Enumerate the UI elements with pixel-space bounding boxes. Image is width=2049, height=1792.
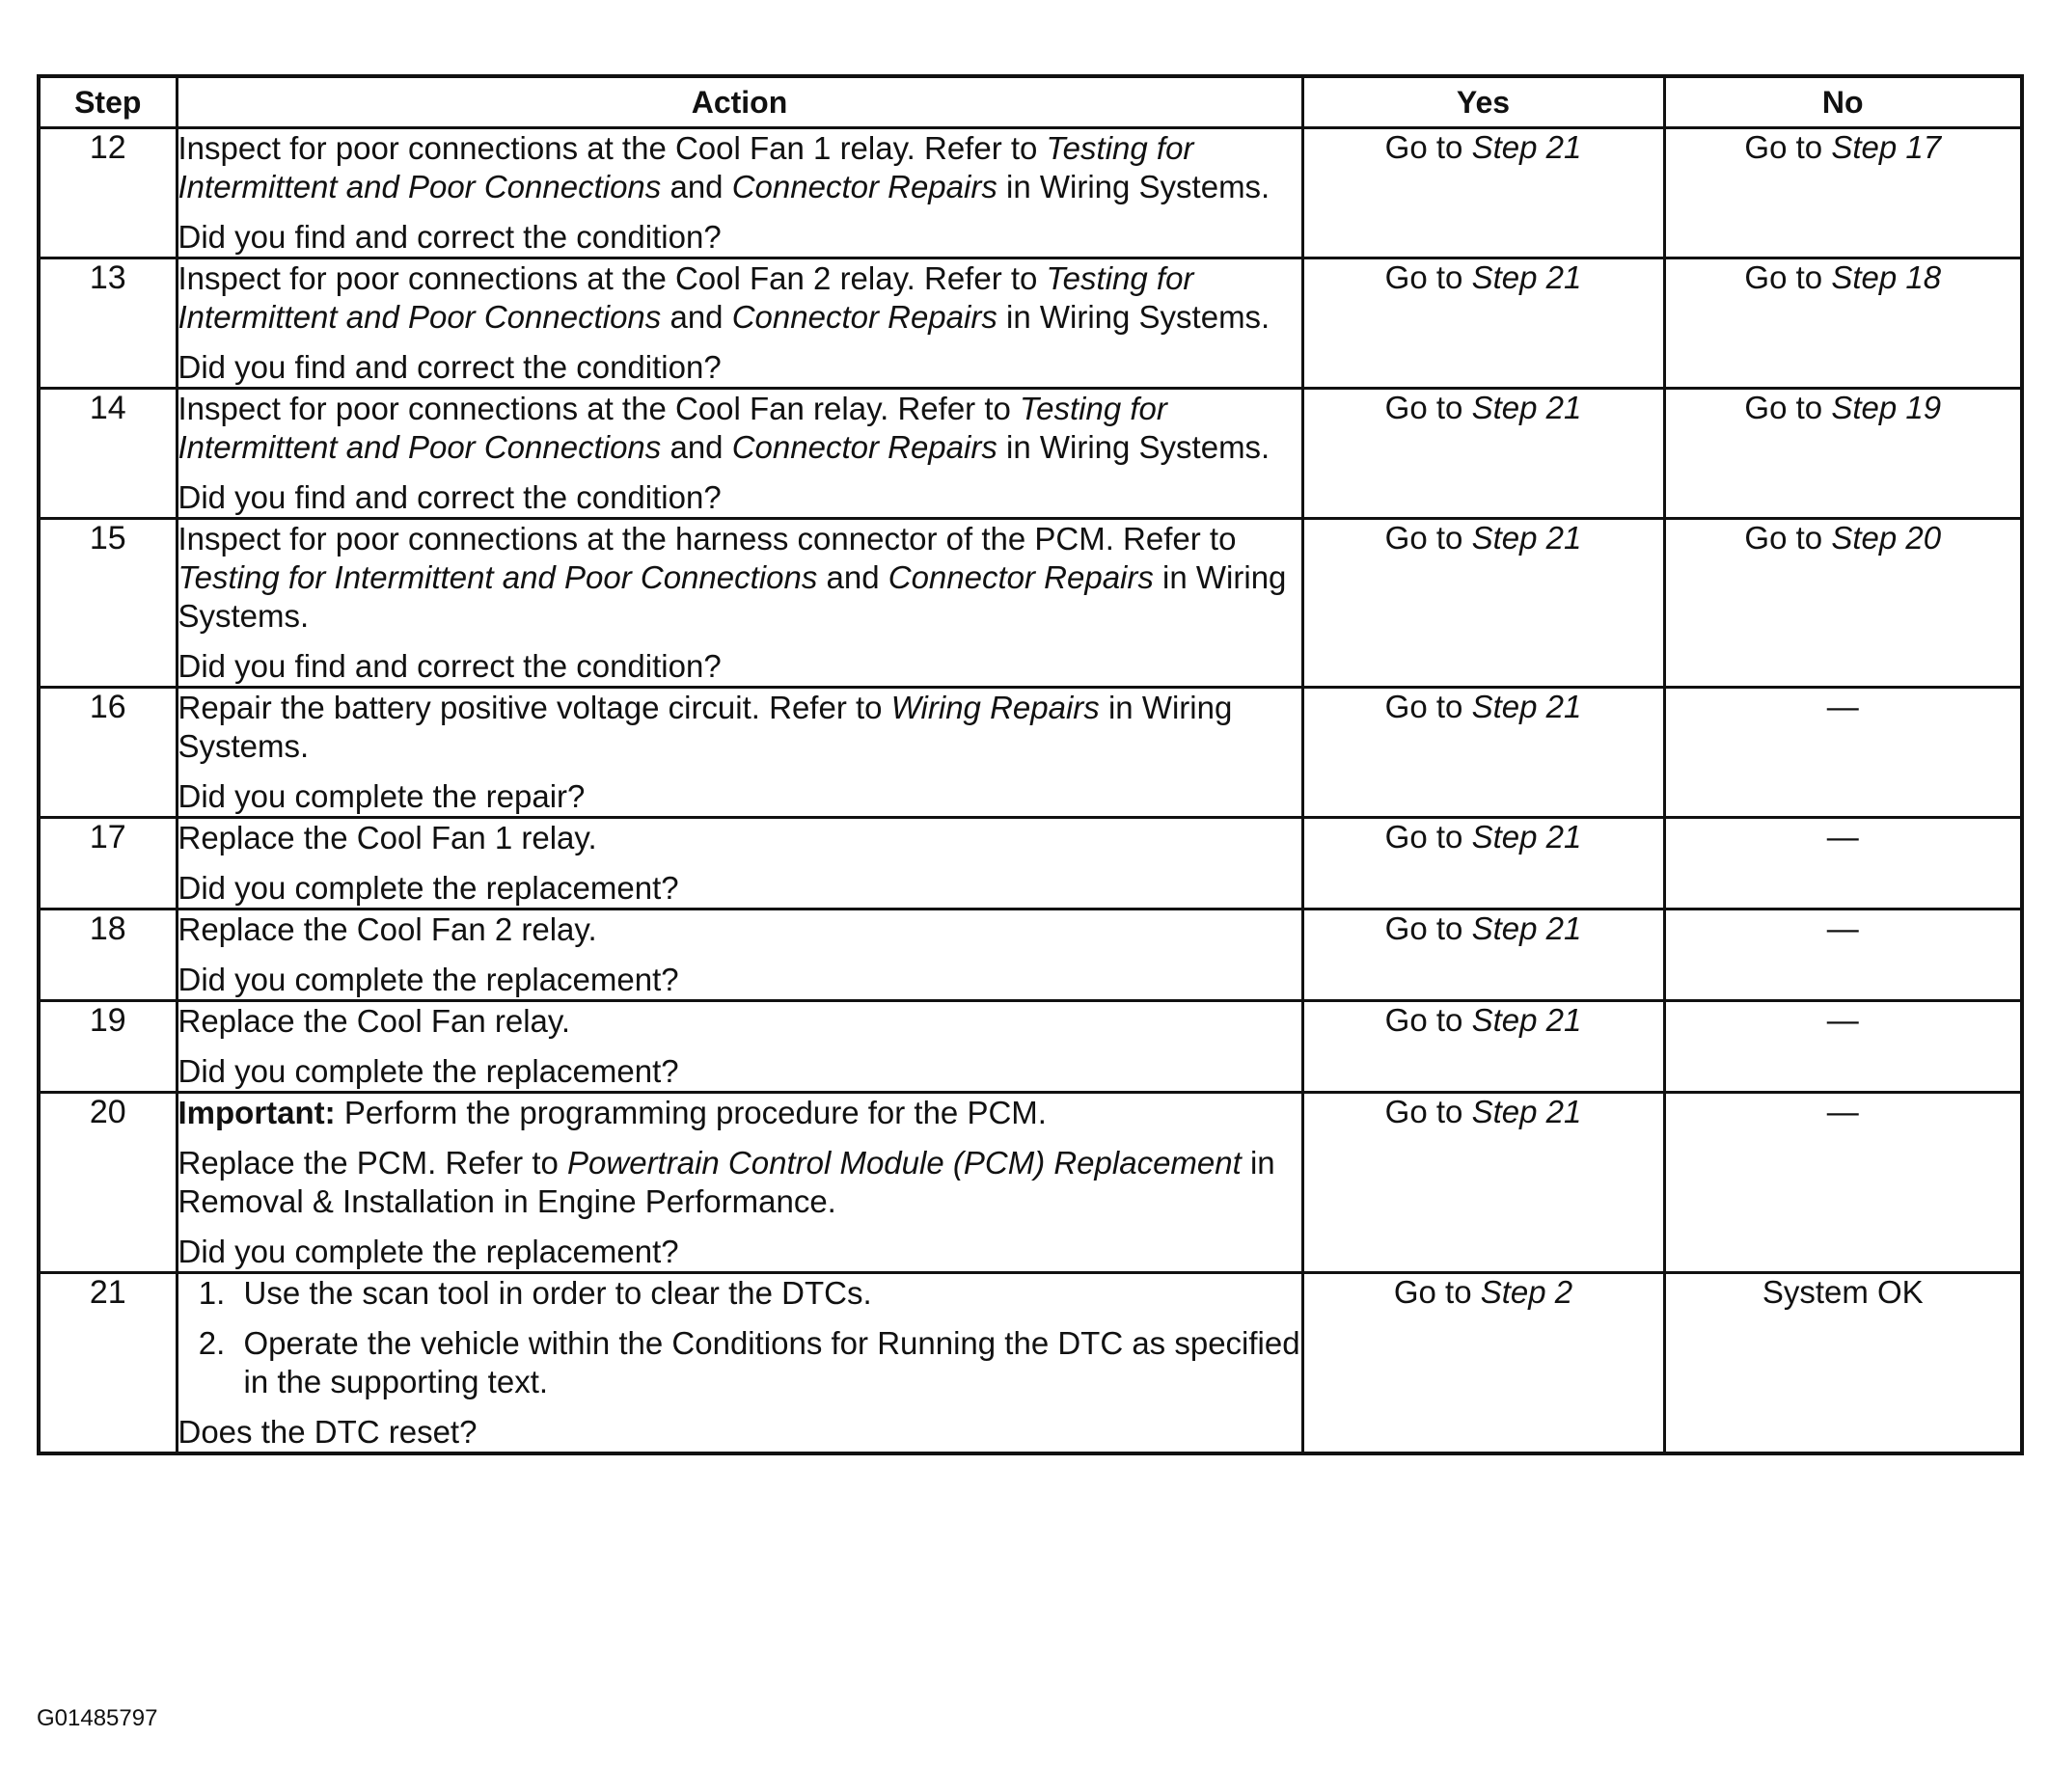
yes-prefix: Go to [1384, 910, 1472, 946]
no-result [1664, 1093, 2022, 1273]
no-prefix: Go to [1744, 390, 1832, 425]
yes-result [1302, 1093, 1664, 1273]
reference-link-text: Testing for Intermittent and Poor Connections [178, 260, 1194, 335]
reference-link-text: Connector Repairs [888, 559, 1154, 595]
header-no: No [1664, 76, 2022, 128]
action-text: in Wiring Systems. [997, 169, 1270, 204]
no-result [1664, 128, 2022, 258]
yes-prefix: Go to [1384, 1002, 1472, 1038]
action-text: Inspect for poor connections at the harness connector of the PCM. Refer to [178, 521, 1237, 557]
yes-prefix: Go to [1384, 259, 1472, 295]
diagnostic-table [37, 74, 2024, 1455]
yes-step-ref: Step 2 [1480, 1274, 1573, 1310]
yes-result [1302, 389, 1664, 519]
yes-step-ref: Step 21 [1471, 689, 1582, 724]
yes-step-ref: Step 21 [1471, 910, 1582, 946]
action-cell [177, 389, 1302, 519]
table-row [39, 910, 2022, 1001]
table-row [39, 258, 2022, 389]
yes-prefix: Go to [1384, 520, 1472, 556]
header-step: Step [39, 76, 177, 128]
table-row [39, 688, 2022, 818]
action-question: Did you complete the replacement? [178, 1053, 679, 1089]
no-result [1664, 1273, 2022, 1454]
no-result [1664, 688, 2022, 818]
action-cell [177, 258, 1302, 389]
action-step-item: 2. Operate the vehicle within the Conditions for Running the DTC as specified in the supporting text. [234, 1324, 1301, 1401]
action-instruction [178, 129, 1301, 206]
action-text: in Removal & Installation in Engine Performance. [178, 1145, 1275, 1219]
no-step-ref: Step 20 [1831, 520, 1942, 556]
header-action: Action [177, 76, 1302, 128]
figure-id: G01485797 [37, 1705, 158, 1731]
yes-prefix: Go to [1384, 390, 1472, 425]
not-applicable-dash: — [1826, 819, 1859, 855]
yes-prefix: Go to [1384, 819, 1472, 855]
reference-link-text: Wiring Repairs [890, 690, 1100, 725]
no-step-ref: Step 17 [1831, 129, 1942, 165]
reference-link-text: Testing for Intermittent and Poor Connections [178, 559, 818, 595]
step-number: 18 [39, 910, 177, 1001]
yes-step-ref: Step 21 [1471, 520, 1582, 556]
action-text: Repair the battery positive voltage circuit. Refer to [178, 690, 891, 725]
table-row [39, 389, 2022, 519]
important-text: Perform the programming procedure for the PCM. [335, 1095, 1047, 1130]
table-row [39, 1001, 2022, 1093]
no-result [1664, 910, 2022, 1001]
reference-link-text: Powertrain Control Module (PCM) Replacement [567, 1145, 1242, 1181]
action-question: Did you complete the replacement? [178, 870, 679, 906]
reference-link-text: Testing for Intermittent and Poor Connections [178, 130, 1194, 204]
no-result [1664, 1001, 2022, 1093]
table-body [39, 128, 2022, 1454]
not-applicable-dash: — [1826, 910, 1859, 946]
no-step-ref: Step 18 [1831, 259, 1942, 295]
action-question: Did you complete the repair? [178, 778, 586, 814]
action-cell [177, 688, 1302, 818]
action-instruction [178, 689, 1301, 766]
action-instruction [178, 390, 1301, 467]
yes-prefix: Go to [1384, 129, 1472, 165]
action-question: Did you find and correct the condition? [178, 219, 722, 255]
yes-prefix: Go to [1393, 1274, 1481, 1310]
not-applicable-dash: — [1826, 1094, 1859, 1129]
action-text: in Wiring Systems. [997, 299, 1270, 335]
action-cell [177, 910, 1302, 1001]
action-text: Inspect for poor connections at the Cool Fan 1 relay. Refer to [178, 130, 1047, 166]
table-row [39, 128, 2022, 258]
action-instruction [178, 910, 1301, 949]
yes-prefix: Go to [1384, 689, 1472, 724]
action-cell [177, 128, 1302, 258]
action-instruction [178, 259, 1301, 337]
no-result [1664, 818, 2022, 910]
yes-step-ref: Step 21 [1471, 129, 1582, 165]
action-text: Replace the Cool Fan relay. [178, 1003, 571, 1039]
step-number: 17 [39, 818, 177, 910]
no-text: System OK [1762, 1274, 1924, 1310]
yes-result [1302, 818, 1664, 910]
no-result [1664, 258, 2022, 389]
yes-result [1302, 1273, 1664, 1454]
action-cell [177, 818, 1302, 910]
table-row [39, 818, 2022, 910]
yes-result [1302, 519, 1664, 688]
action-text: in Wiring Systems. [178, 690, 1233, 764]
important-note [178, 1094, 1301, 1132]
step-number: 20 [39, 1093, 177, 1273]
action-text: in Wiring Systems. [997, 429, 1270, 465]
reference-link-text: Testing for Intermittent and Poor Connections [178, 391, 1167, 465]
action-question: Does the DTC reset? [178, 1414, 478, 1450]
no-result [1664, 519, 2022, 688]
table-row [39, 1093, 2022, 1273]
action-cell [177, 1093, 1302, 1273]
action-cell [177, 1273, 1302, 1454]
important-label: Important: [178, 1095, 336, 1130]
yes-result [1302, 128, 1664, 258]
step-number: 16 [39, 688, 177, 818]
step-number: 21 [39, 1273, 177, 1454]
action-text: and [661, 299, 732, 335]
action-text: in Wiring Systems. [178, 559, 1287, 634]
action-step-item: 1. Use the scan tool in order to clear the DTCs. [234, 1274, 1301, 1313]
action-text: Replace the Cool Fan 2 relay. [178, 911, 597, 947]
action-cell [177, 1001, 1302, 1093]
action-instruction [178, 819, 1301, 857]
reference-link-text: Connector Repairs [731, 299, 997, 335]
action-question: Did you complete the replacement? [178, 962, 679, 997]
yes-result [1302, 1001, 1664, 1093]
yes-step-ref: Step 21 [1471, 1094, 1582, 1129]
no-prefix: Go to [1744, 520, 1832, 556]
action-question: Did you find and correct the condition? [178, 648, 722, 684]
action-text: and [661, 429, 732, 465]
step-number: 15 [39, 519, 177, 688]
step-number: 19 [39, 1001, 177, 1093]
not-applicable-dash: — [1826, 689, 1859, 724]
action-instruction [178, 520, 1301, 636]
yes-prefix: Go to [1384, 1094, 1472, 1129]
step-number: 13 [39, 258, 177, 389]
not-applicable-dash: — [1826, 1002, 1859, 1038]
no-prefix: Go to [1744, 259, 1832, 295]
yes-result [1302, 258, 1664, 389]
header-yes: Yes [1302, 76, 1664, 128]
yes-step-ref: Step 21 [1471, 259, 1582, 295]
no-step-ref: Step 19 [1831, 390, 1942, 425]
no-result [1664, 389, 2022, 519]
yes-step-ref: Step 21 [1471, 1002, 1582, 1038]
action-question: Did you complete the replacement? [178, 1234, 679, 1269]
step-number: 14 [39, 389, 177, 519]
action-instruction [178, 1002, 1301, 1041]
yes-result [1302, 910, 1664, 1001]
action-cell [177, 519, 1302, 688]
action-text: Inspect for poor connections at the Cool Fan relay. Refer to [178, 391, 1021, 426]
table-row [39, 1273, 2022, 1454]
yes-step-ref: Step 21 [1471, 819, 1582, 855]
no-prefix: Go to [1744, 129, 1832, 165]
reference-link-text: Connector Repairs [731, 169, 997, 204]
action-instruction [178, 1144, 1301, 1221]
action-text: Replace the PCM. Refer to [178, 1145, 568, 1181]
action-text: Replace the Cool Fan 1 relay. [178, 820, 597, 855]
action-text: and [817, 559, 888, 595]
action-steps-list [178, 1274, 1301, 1401]
action-text: Inspect for poor connections at the Cool Fan 2 relay. Refer to [178, 260, 1047, 296]
table-row [39, 519, 2022, 688]
yes-result [1302, 688, 1664, 818]
table-header-row [39, 76, 2022, 128]
step-number: 12 [39, 128, 177, 258]
yes-step-ref: Step 21 [1471, 390, 1582, 425]
action-question: Did you find and correct the condition? [178, 479, 722, 515]
action-text: and [661, 169, 732, 204]
action-question: Did you find and correct the condition? [178, 349, 722, 385]
reference-link-text: Connector Repairs [731, 429, 997, 465]
